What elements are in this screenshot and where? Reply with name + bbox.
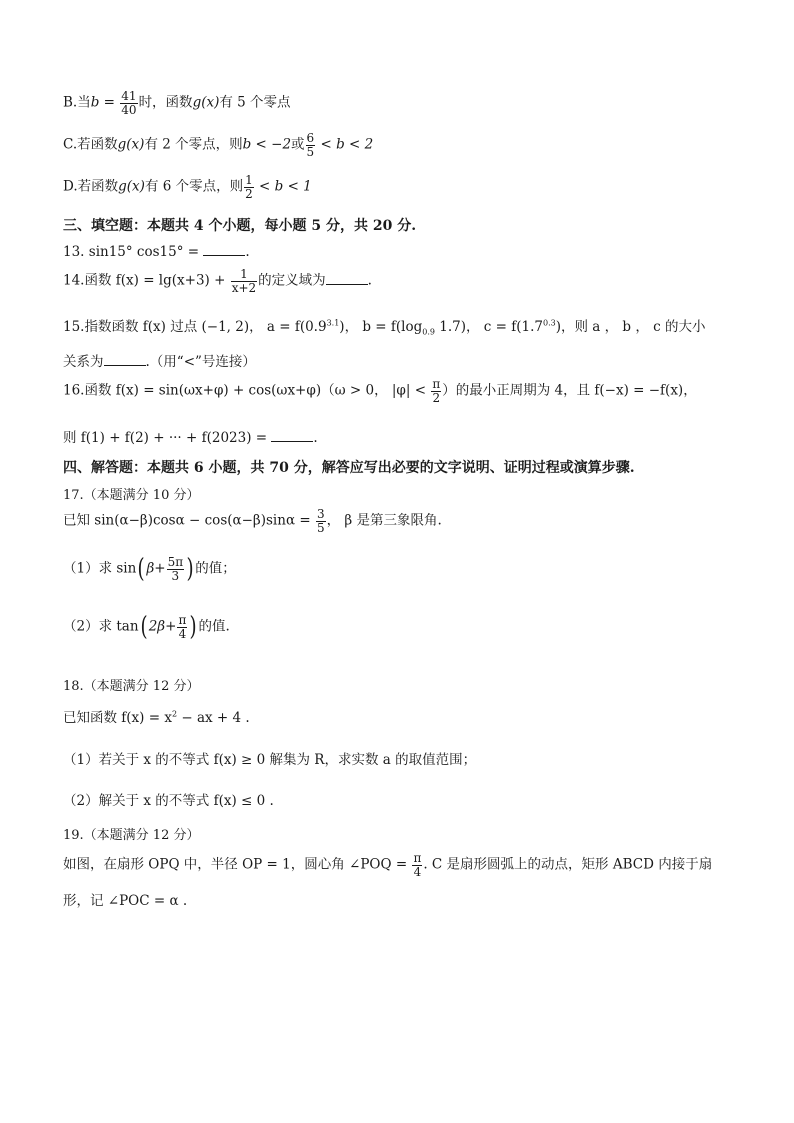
question-16 xyxy=(63,378,697,404)
q17-p1-b: 的值； xyxy=(195,560,236,577)
option-b-frac-num: 41 xyxy=(121,89,137,103)
q17-p2-a: （2）求 tan xyxy=(63,618,139,635)
question-14 xyxy=(63,268,372,294)
q16-line2: 则 f(1) + f(2) + ··· + f(2023) = xyxy=(63,430,272,446)
option-d-func: g(x) xyxy=(118,178,145,195)
option-d-prefix: D.若函数 xyxy=(63,178,119,195)
q16-part-b: ）的最小正周期为 4，且 f(−x) = −f(x)， xyxy=(442,382,697,399)
q17-p2-fraction xyxy=(177,614,187,640)
q17-p1-frac-den: 3 xyxy=(171,568,180,583)
question-15-line-2 xyxy=(63,350,256,370)
q14-period: . xyxy=(367,272,372,289)
q17-part-1 xyxy=(63,554,236,585)
q13-answer-blank[interactable] xyxy=(203,243,245,256)
q14-frac-num: 1 xyxy=(231,268,257,282)
q17-frac-num: 3 xyxy=(316,507,325,521)
q15-part-c: 1.7)， c = f(1.7 xyxy=(434,319,543,335)
option-b-prefix: B.当 xyxy=(63,94,91,111)
q19-frac-den: 4 xyxy=(413,864,422,879)
option-c-func: g(x) xyxy=(117,136,145,153)
q18-stem xyxy=(63,706,250,726)
q17-stem-b: ， β 是第三象限角. xyxy=(326,512,442,529)
q17-p1-inner: β+ xyxy=(146,560,166,577)
q16-period: . xyxy=(313,430,318,446)
option-b xyxy=(63,90,291,116)
q15-part-b: )， b = f(log xyxy=(339,319,423,335)
q17-p2-rparen: ) xyxy=(189,612,197,643)
q16-fraction xyxy=(431,378,441,404)
option-b-frac-den: 40 xyxy=(121,102,137,117)
question-15 xyxy=(63,315,706,337)
option-d xyxy=(63,174,312,200)
q17-frac-den: 5 xyxy=(316,520,325,535)
q17-p2-lparen: ( xyxy=(140,612,148,643)
q15-exp-a: 3.1 xyxy=(326,318,340,328)
section-3-heading: 三、填空题：本题共 4 个小题，每小题 5 分，共 20 分. xyxy=(63,218,417,234)
option-d-mid: 有 6 个零点，则 xyxy=(144,178,244,195)
q17-p1-lparen: ( xyxy=(137,554,145,585)
q15-exp-c: 0.3 xyxy=(543,318,556,328)
q17-p2-inner: 2β+ xyxy=(148,618,177,635)
q14-fraction xyxy=(231,268,257,294)
option-c-or: 或 xyxy=(291,136,305,153)
q14-suffix: 的定义域为 xyxy=(258,272,326,289)
q15-part-d: )，则 a ， b ， c 的大小 xyxy=(555,319,706,335)
option-d-frac-num: 1 xyxy=(245,173,253,187)
q17-p1-frac-num: 5π xyxy=(167,555,184,569)
option-c-cond2: < b < 2 xyxy=(316,136,374,153)
q18-stem-sup: 2 xyxy=(171,709,178,719)
q15-part-a: 15.指数函数 f(x) 过点 (−1, 2)， a = f(0.9 xyxy=(63,319,327,335)
q16-answer-blank[interactable] xyxy=(271,429,313,442)
q19-line1-a: 如图，在扇形 OPQ 中，半径 OP = 1，圆心角 ∠POQ = xyxy=(63,856,412,873)
option-b-fraction xyxy=(120,90,137,116)
q17-p1-a: （1）求 sin xyxy=(63,560,137,577)
q18-stem-b: − ax + 4 . xyxy=(177,710,250,726)
option-c-cond1: b < −2 xyxy=(242,136,292,153)
q16-frac-den: 2 xyxy=(432,390,441,405)
option-d-frac-den: 2 xyxy=(245,186,253,201)
q19-line-1 xyxy=(63,852,712,878)
q19-header: 19.（本题满分 12 分） xyxy=(63,828,200,843)
q18-part-1: （1）若关于 x 的不等式 f(x) ≥ 0 解集为 R，求实数 a 的取值范围； xyxy=(63,752,477,768)
q18-part-2: （2）解关于 x 的不等式 f(x) ≤ 0 . xyxy=(63,793,274,809)
q17-stem-a: 已知 sin(α−β)cosα − cos(α−β)sinα = xyxy=(63,512,315,529)
q17-p1-fraction xyxy=(167,556,185,582)
q17-p1-rparen: ) xyxy=(186,554,194,585)
q14-frac-den: x+2 xyxy=(231,280,257,295)
option-b-var: b xyxy=(90,94,100,111)
q17-part-2 xyxy=(63,612,230,643)
q13-period: . xyxy=(245,244,250,260)
option-b-suffix: 有 5 个零点 xyxy=(219,94,291,111)
option-c-prefix: C.若函数 xyxy=(63,136,118,153)
q18-stem-a: 已知函数 f(x) = x xyxy=(63,710,172,726)
q18-header: 18.（本题满分 12 分） xyxy=(63,679,200,694)
option-b-func: g(x) xyxy=(192,94,220,111)
q16-frac-num: π xyxy=(432,377,441,391)
q13-text: 13. sin15° cos15° = xyxy=(63,244,204,260)
option-c xyxy=(63,132,373,158)
q15-log-base: 0.9 xyxy=(422,327,435,337)
q14-answer-blank[interactable] xyxy=(326,272,368,285)
q17-p2-b: 的值. xyxy=(198,618,230,635)
q17-p2-frac-num: π xyxy=(178,613,187,627)
option-c-frac-den: 5 xyxy=(306,144,315,159)
option-c-frac-num: 6 xyxy=(306,131,315,145)
q15-line2-a: 关系为 xyxy=(63,354,104,370)
q16-part-a: 16.函数 f(x) = sin(ωx+φ) + cos(ωx+φ)（ω > 0， |φ| < xyxy=(63,382,431,399)
option-d-cond: < b < 1 xyxy=(254,178,312,195)
question-16-line-2 xyxy=(63,426,318,446)
q19-line-2: 形，记 ∠POC = α . xyxy=(63,893,188,909)
q15-answer-blank[interactable] xyxy=(104,353,146,366)
q15-line2-b: .（用“<”号连接） xyxy=(145,354,256,370)
q19-frac-num: π xyxy=(413,851,422,865)
question-13 xyxy=(63,243,250,260)
option-b-eq: = xyxy=(99,94,120,111)
q14-prefix: 14.函数 f(x) = lg(x+3) + xyxy=(63,272,230,289)
option-b-mid: 时，函数 xyxy=(138,94,193,111)
q17-fraction xyxy=(316,508,326,534)
q19-fraction xyxy=(412,852,422,878)
section-4-heading: 四、解答题：本题共 6 小题，共 70 分，解答应写出必要的文字说明、证明过程或演算步骤. xyxy=(63,460,635,476)
option-c-fraction xyxy=(306,132,316,158)
q17-p2-frac-den: 4 xyxy=(178,626,187,641)
q17-stem xyxy=(63,508,442,534)
q17-header: 17.（本题满分 10 分） xyxy=(63,488,200,503)
q19-line1-b: . C 是扇形圆弧上的动点，矩形 ABCD 内接于扇 xyxy=(423,856,713,873)
option-c-mid: 有 2 个零点，则 xyxy=(144,136,243,153)
option-d-fraction xyxy=(244,174,254,200)
